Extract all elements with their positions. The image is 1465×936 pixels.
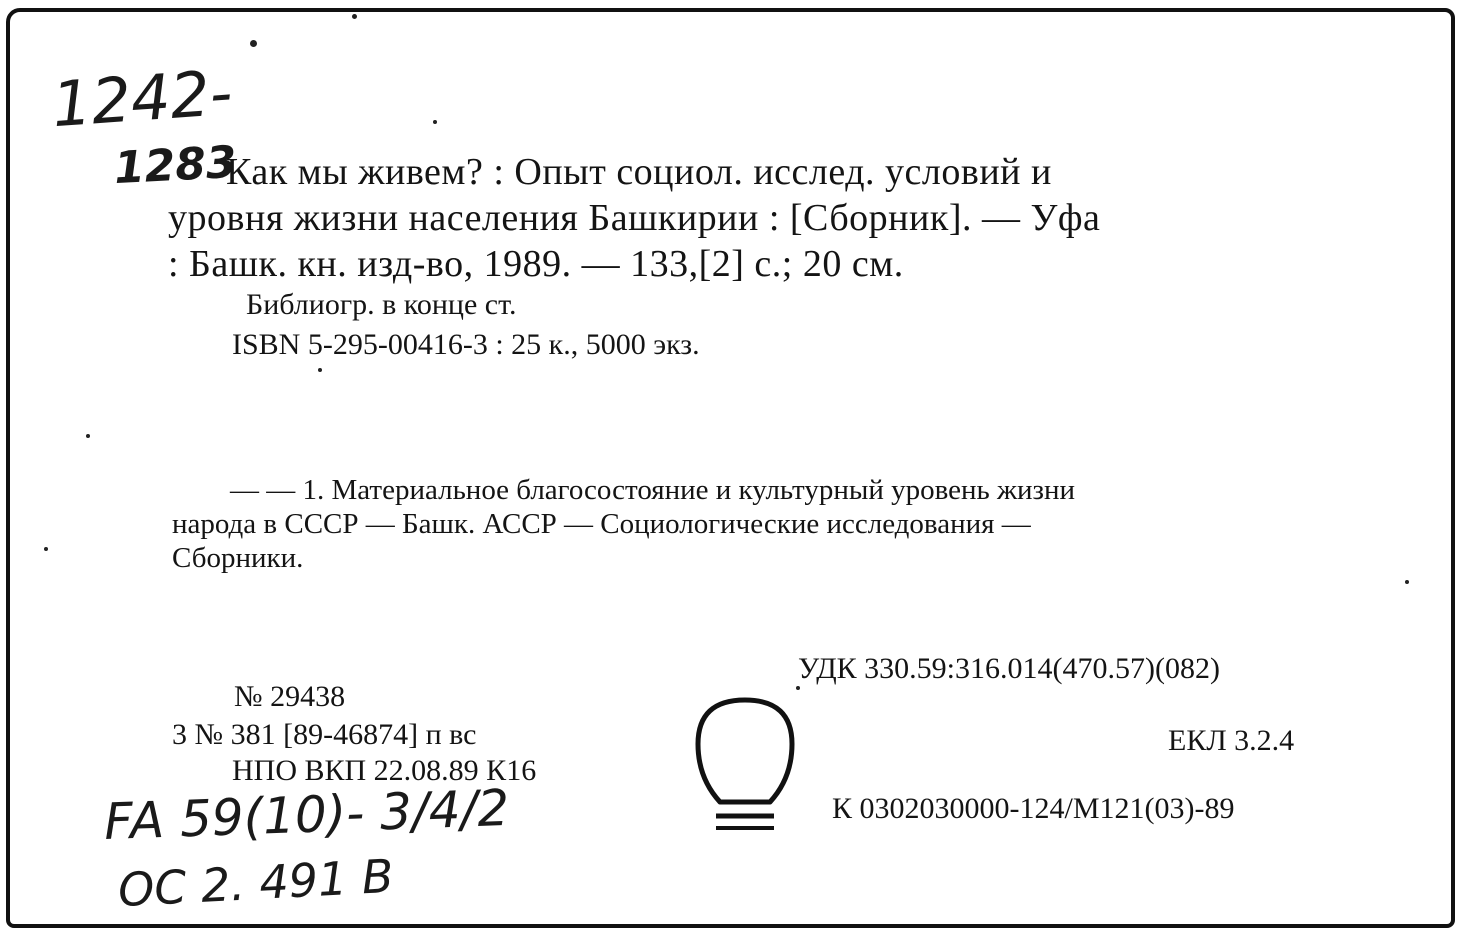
catalog-code: К 0302030000-124/М121(03)-89 <box>832 792 1235 825</box>
title-line-3: : Башк. кн. изд-во, 1989. — 133,[2] с.; 20 см. <box>168 243 904 285</box>
speck <box>433 120 437 124</box>
record-number: № 29438 <box>234 680 346 713</box>
speck <box>352 14 357 19</box>
subject-line-1: — — 1. Материальное благосостояние и культурный уровень жизни <box>230 474 1076 506</box>
udk-code: УДК 330.59:316.014(470.57)(082) <box>798 652 1220 685</box>
bibliography-note: Библиогр. в конце ст. <box>246 288 517 321</box>
printer-info: НПО ВКП 22.08.89 К16 <box>232 754 537 787</box>
speck <box>86 434 90 438</box>
speck <box>1405 580 1409 584</box>
handwritten-shelf-mark-1: FA 59(10)- 3/4/2 <box>103 778 511 852</box>
handwritten-call-number-bottom: 1283 <box>112 136 238 195</box>
subject-line-2: народа в СССР — Башк. АССР — Социологические исследования — <box>172 508 1031 540</box>
lightbulb-icon <box>690 690 800 840</box>
title-line-1: Как мы живем? : Опыт социол. исслед. условий и <box>226 151 1052 193</box>
subject-line-3: Сборники. <box>172 542 304 574</box>
order-number: 3 № 381 [89-46874] п вс <box>172 718 477 751</box>
title-line-2: уровня жизни населения Башкирии : [Сборник]. — Уфа <box>168 197 1101 239</box>
isbn-price: ISBN 5-295-00416-3 : 25 к., 5000 экз. <box>232 328 700 361</box>
handwritten-shelf-mark-2: OC 2. 491 B <box>116 848 395 918</box>
speck <box>250 40 257 47</box>
speck <box>318 368 322 372</box>
handwritten-call-number-top: 1242- <box>49 55 235 142</box>
ekl-code: ЕКЛ 3.2.4 <box>1168 724 1295 757</box>
speck <box>44 547 48 551</box>
